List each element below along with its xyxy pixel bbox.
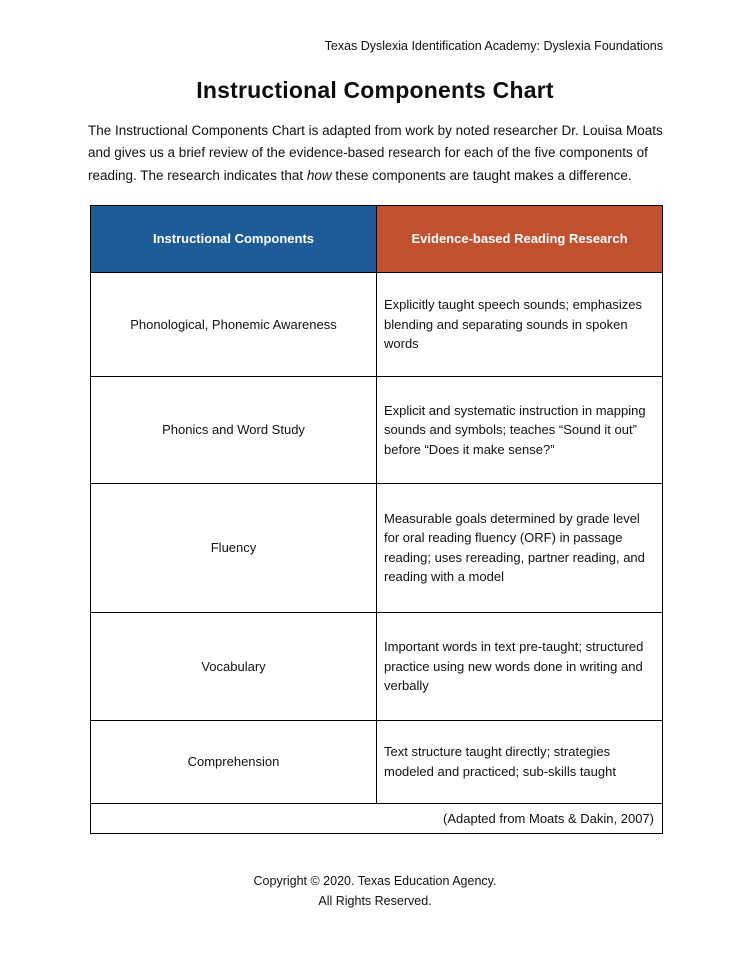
intro-text-part1: The Instructional Components Chart is adapted from work by noted researcher Dr. Louisa Moats and gives us a brief review of the evidence-based research for each of the five components of reading. The research indicates that	[88, 123, 663, 183]
table-row	[91, 720, 663, 803]
table-header-row	[91, 205, 663, 272]
intro-text-part2: these components are taught makes a difference.	[331, 167, 632, 183]
copyright-block	[0, 871, 750, 911]
component-cell-vocabulary: Vocabulary	[91, 612, 377, 720]
component-cell-comprehension: Comprehension	[91, 720, 377, 803]
table-row	[91, 272, 663, 376]
research-cell-fluency: Measurable goals determined by grade level for oral reading fluency (ORF) in passage reading; uses rereading, partner reading, and reading with a model	[377, 483, 663, 612]
research-cell-comprehension: Text structure taught directly; strategies modeled and practiced; sub-skills taught	[377, 720, 663, 803]
table-row	[91, 483, 663, 612]
research-cell-phonics-and-word-study: Explicit and systematic instruction in mapping sounds and symbols; teaches “Sound it out” before “Does it make sense?”	[377, 376, 663, 483]
research-cell-vocabulary: Important words in text pre-taught; structured practice using new words done in writing and verbally	[377, 612, 663, 720]
copyright-line2: All Rights Reserved.	[318, 893, 432, 908]
table-row	[91, 376, 663, 483]
intro-paragraph	[88, 120, 664, 187]
page-title: Instructional Components Chart	[196, 77, 554, 103]
column-header-instructional-components: Instructional Components	[91, 205, 377, 272]
table-row	[91, 612, 663, 720]
research-cell-phonological-phonemic-awareness: Explicitly taught speech sounds; emphasizes blending and separating sounds in spoken words	[377, 272, 663, 376]
table-source-row	[91, 803, 663, 833]
page-header-text: Texas Dyslexia Identification Academy: Dyslexia Foundations	[324, 39, 663, 53]
column-header-evidence-based-reading-research: Evidence-based Reading Research	[377, 205, 663, 272]
component-cell-fluency: Fluency	[91, 483, 377, 612]
component-cell-phonics-and-word-study: Phonics and Word Study	[91, 376, 377, 483]
instructional-components-table	[90, 205, 663, 834]
intro-text-italic: how	[306, 167, 332, 183]
table-body	[91, 272, 663, 833]
copyright-line1: Copyright © 2020. Texas Education Agency.	[253, 873, 497, 888]
component-cell-phonological-phonemic-awareness: Phonological, Phonemic Awareness	[91, 272, 377, 376]
table-source-note: (Adapted from Moats & Dakin, 2007)	[91, 803, 663, 833]
